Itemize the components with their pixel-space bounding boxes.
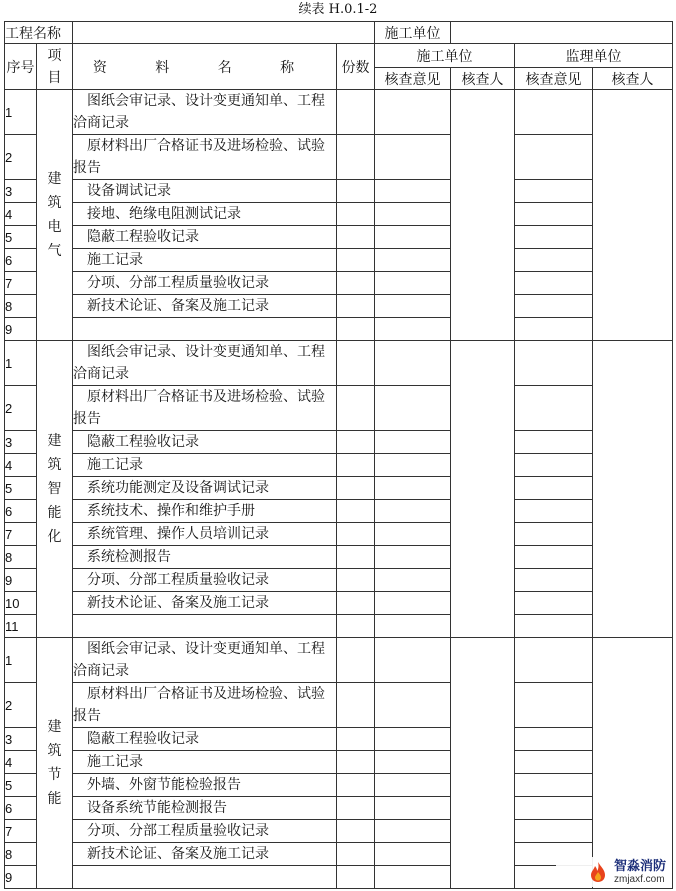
document-name — [73, 272, 337, 295]
table-row — [5, 203, 673, 226]
supervision-reviewer-cell[interactable] — [593, 90, 673, 341]
construction-opinion-cell[interactable] — [375, 135, 451, 180]
document-name — [73, 226, 337, 249]
construction-opinion-cell[interactable] — [375, 500, 451, 523]
supervision-opinion-cell[interactable] — [515, 272, 593, 295]
row-number: 7 — [5, 272, 37, 295]
copies-cell[interactable] — [337, 523, 375, 546]
table-row — [5, 500, 673, 523]
document-name — [73, 728, 337, 751]
table-row — [5, 683, 673, 728]
row-number: 8 — [5, 546, 37, 569]
table-row — [5, 180, 673, 203]
copies-cell[interactable] — [337, 272, 375, 295]
copies-cell[interactable] — [337, 318, 375, 341]
row-number: 6 — [5, 249, 37, 272]
col-header-item: 项 目 — [37, 44, 73, 90]
construction-opinion-cell[interactable] — [375, 431, 451, 454]
document-name-text: 原材料出厂合格证书及进场检验、试验报告 — [73, 389, 325, 427]
construction-opinion-cell[interactable] — [375, 477, 451, 500]
table-row — [5, 797, 673, 820]
document-name-text: 新技术论证、备案及施工记录 — [87, 846, 269, 862]
watermark-brand-name: 智淼消防 — [613, 858, 666, 874]
row-number: 5 — [5, 226, 37, 249]
copies-cell[interactable] — [337, 569, 375, 592]
supervision-opinion-cell[interactable] — [515, 90, 593, 135]
copies-cell[interactable] — [337, 203, 375, 226]
row-number: 5 — [5, 477, 37, 500]
supervision-opinion-cell[interactable] — [515, 638, 593, 683]
document-name-text: 施工记录 — [87, 457, 143, 473]
construction-opinion-cell[interactable] — [375, 866, 451, 889]
document-name — [73, 569, 337, 592]
document-name-text: 图纸会审记录、设计变更通知单、工程洽商记录 — [73, 641, 325, 679]
construction-opinion-cell[interactable] — [375, 226, 451, 249]
document-name-text: 系统技术、操作和维护手册 — [87, 503, 255, 519]
section-name — [37, 341, 73, 638]
copies-cell[interactable] — [337, 843, 375, 866]
table-row — [5, 820, 673, 843]
document-name — [73, 318, 337, 341]
document-name-text: 系统检测报告 — [87, 549, 171, 565]
document-name — [73, 386, 337, 431]
table-row — [5, 728, 673, 751]
copies-cell[interactable] — [337, 249, 375, 272]
document-name-text: 分项、分部工程质量验收记录 — [87, 275, 269, 291]
table-row — [5, 295, 673, 318]
document-name-text: 系统功能测定及设备调试记录 — [87, 480, 269, 496]
construction-opinion-cell[interactable] — [375, 683, 451, 728]
document-name — [73, 523, 337, 546]
document-name — [73, 592, 337, 615]
document-name-text: 新技术论证、备案及施工记录 — [87, 298, 269, 314]
col-header-supervision-reviewer: 核查人 — [593, 68, 673, 90]
copies-cell[interactable] — [337, 546, 375, 569]
document-name-text: 接地、绝缘电阻测试记录 — [87, 206, 241, 222]
construction-opinion-cell[interactable] — [375, 751, 451, 774]
supervision-reviewer-cell[interactable] — [593, 341, 673, 638]
supervision-opinion-cell[interactable] — [515, 774, 593, 797]
col-header-supervision-unit: 监理单位 — [515, 44, 673, 68]
col-header-construction-opinion: 核查意见 — [375, 68, 451, 90]
col-header-doc-name: 资 料 名 称 — [73, 44, 337, 90]
supervision-opinion-cell[interactable] — [515, 295, 593, 318]
row-number: 7 — [5, 523, 37, 546]
copies-cell[interactable] — [337, 866, 375, 889]
construction-opinion-cell[interactable] — [375, 843, 451, 866]
document-name-text: 分项、分部工程质量验收记录 — [87, 572, 269, 588]
construction-reviewer-cell[interactable] — [451, 90, 515, 341]
table-row — [5, 774, 673, 797]
document-name — [73, 866, 337, 889]
document-name — [73, 797, 337, 820]
inspection-record-table — [4, 21, 673, 889]
construction-opinion-cell[interactable] — [375, 797, 451, 820]
copies-cell[interactable] — [337, 797, 375, 820]
supervision-opinion-cell[interactable] — [515, 249, 593, 272]
row-number: 10 — [5, 592, 37, 615]
section-name — [37, 638, 73, 889]
column-header-row-1 — [5, 44, 673, 68]
supervision-opinion-cell[interactable] — [515, 615, 593, 638]
supervision-opinion-cell[interactable] — [515, 728, 593, 751]
construction-opinion-cell[interactable] — [375, 774, 451, 797]
project-name-label: 工程名称 — [5, 22, 73, 44]
row-number: 8 — [5, 843, 37, 866]
document-name-text: 系统管理、操作人员培训记录 — [87, 526, 269, 542]
row-number: 9 — [5, 569, 37, 592]
table-row — [5, 90, 673, 135]
construction-opinion-cell[interactable] — [375, 569, 451, 592]
table-row — [5, 341, 673, 386]
construction-opinion-cell[interactable] — [375, 638, 451, 683]
row-number: 4 — [5, 203, 37, 226]
supervision-opinion-cell[interactable] — [515, 820, 593, 843]
document-name — [73, 615, 337, 638]
copies-cell[interactable] — [337, 774, 375, 797]
row-number: 3 — [5, 180, 37, 203]
document-name-text: 新技术论证、备案及施工记录 — [87, 595, 269, 611]
table-row — [5, 638, 673, 683]
construction-opinion-cell[interactable] — [375, 341, 451, 386]
construction-opinion-cell[interactable] — [375, 180, 451, 203]
table-row — [5, 135, 673, 180]
section-name-text: 建 筑 智 能 化 — [47, 433, 62, 545]
copies-cell[interactable] — [337, 751, 375, 774]
copies-cell[interactable] — [337, 90, 375, 135]
row-number: 5 — [5, 774, 37, 797]
supervision-opinion-cell[interactable] — [515, 477, 593, 500]
construction-unit-value[interactable] — [451, 22, 673, 44]
copies-cell[interactable] — [337, 431, 375, 454]
table-row — [5, 615, 673, 638]
document-name-text: 外墙、外窗节能检验报告 — [87, 777, 241, 793]
col-header-copies: 份数 — [337, 44, 375, 90]
table-row — [5, 592, 673, 615]
document-name — [73, 546, 337, 569]
row-number: 8 — [5, 295, 37, 318]
col-header-supervision-opinion: 核查意见 — [515, 68, 593, 90]
row-number: 2 — [5, 135, 37, 180]
document-name-text: 设备系统节能检测报告 — [87, 800, 227, 816]
document-name-text: 分项、分部工程质量验收记录 — [87, 823, 269, 839]
table-row — [5, 249, 673, 272]
supervision-opinion-cell[interactable] — [515, 797, 593, 820]
table-row — [5, 477, 673, 500]
row-number: 4 — [5, 454, 37, 477]
construction-opinion-cell[interactable] — [375, 728, 451, 751]
copies-cell[interactable] — [337, 728, 375, 751]
header-row-project — [5, 22, 673, 44]
section-name-text: 建 筑 电 气 — [47, 171, 62, 259]
copies-cell[interactable] — [337, 295, 375, 318]
project-name-value[interactable] — [73, 22, 375, 44]
construction-unit-label: 施工单位 — [375, 22, 451, 44]
supervision-opinion-cell[interactable] — [515, 135, 593, 180]
table-row — [5, 272, 673, 295]
col-header-construction-reviewer: 核查人 — [451, 68, 515, 90]
document-name-text: 设备调试记录 — [87, 183, 171, 199]
table-row — [5, 751, 673, 774]
document-name-text: 图纸会审记录、设计变更通知单、工程洽商记录 — [73, 344, 325, 382]
copies-cell[interactable] — [337, 615, 375, 638]
row-number: 9 — [5, 318, 37, 341]
construction-opinion-cell[interactable] — [375, 272, 451, 295]
row-number: 1 — [5, 638, 37, 683]
document-name-text: 隐蔽工程验收记录 — [87, 229, 199, 245]
row-number: 6 — [5, 797, 37, 820]
document-name-text: 施工记录 — [87, 754, 143, 770]
document-name — [73, 454, 337, 477]
supervision-opinion-cell[interactable] — [515, 683, 593, 728]
document-name-text: 隐蔽工程验收记录 — [87, 731, 199, 747]
construction-opinion-cell[interactable] — [375, 295, 451, 318]
copies-cell[interactable] — [337, 341, 375, 386]
document-name-text: 原材料出厂合格证书及进场检验、试验报告 — [73, 686, 325, 724]
supervision-opinion-cell[interactable] — [515, 203, 593, 226]
document-name — [73, 683, 337, 728]
document-name — [73, 180, 337, 203]
document-name — [73, 477, 337, 500]
construction-opinion-cell[interactable] — [375, 386, 451, 431]
document-name — [73, 820, 337, 843]
copies-cell[interactable] — [337, 180, 375, 203]
row-number: 1 — [5, 341, 37, 386]
copies-cell[interactable] — [337, 638, 375, 683]
supervision-opinion-cell[interactable] — [515, 431, 593, 454]
supervision-opinion-cell[interactable] — [515, 318, 593, 341]
construction-reviewer-cell[interactable] — [451, 638, 515, 889]
supervision-opinion-cell[interactable] — [515, 500, 593, 523]
construction-opinion-cell[interactable] — [375, 615, 451, 638]
row-number: 11 — [5, 615, 37, 638]
copies-cell[interactable] — [337, 683, 375, 728]
row-number: 7 — [5, 820, 37, 843]
document-name — [73, 249, 337, 272]
supervision-opinion-cell[interactable] — [515, 454, 593, 477]
supervision-opinion-cell[interactable] — [515, 341, 593, 386]
supervision-opinion-cell[interactable] — [515, 546, 593, 569]
table-row — [5, 386, 673, 431]
copies-cell[interactable] — [337, 500, 375, 523]
document-name-text: 图纸会审记录、设计变更通知单、工程洽商记录 — [73, 93, 325, 131]
document-name — [73, 135, 337, 180]
document-name — [73, 203, 337, 226]
table-row — [5, 226, 673, 249]
table-row — [5, 431, 673, 454]
supervision-opinion-cell[interactable] — [515, 569, 593, 592]
supervision-opinion-cell[interactable] — [515, 751, 593, 774]
document-name — [73, 638, 337, 683]
construction-opinion-cell[interactable] — [375, 592, 451, 615]
supervision-opinion-cell[interactable] — [515, 386, 593, 431]
table-row — [5, 318, 673, 341]
supervision-reviewer-cell[interactable] — [593, 638, 673, 889]
section-name — [37, 90, 73, 341]
construction-opinion-cell[interactable] — [375, 90, 451, 135]
document-name — [73, 751, 337, 774]
table-row — [5, 546, 673, 569]
copies-cell[interactable] — [337, 592, 375, 615]
row-number: 3 — [5, 728, 37, 751]
document-name — [73, 431, 337, 454]
copies-cell[interactable] — [337, 477, 375, 500]
document-name-text: 原材料出厂合格证书及进场检验、试验报告 — [73, 138, 325, 176]
construction-opinion-cell[interactable] — [375, 249, 451, 272]
construction-reviewer-cell[interactable] — [451, 341, 515, 638]
row-number: 6 — [5, 500, 37, 523]
table-row — [5, 523, 673, 546]
table-row — [5, 569, 673, 592]
row-number: 2 — [5, 386, 37, 431]
supervision-opinion-cell[interactable] — [515, 592, 593, 615]
document-name-text: 隐蔽工程验收记录 — [87, 434, 199, 450]
construction-opinion-cell[interactable] — [375, 523, 451, 546]
document-name — [73, 774, 337, 797]
document-name — [73, 500, 337, 523]
site-watermark — [556, 857, 666, 887]
table-caption: 续表 H.0.1-2 — [298, 2, 378, 17]
row-number: 9 — [5, 866, 37, 889]
copies-cell[interactable] — [337, 135, 375, 180]
table-row — [5, 454, 673, 477]
row-number: 2 — [5, 683, 37, 728]
copies-cell[interactable] — [337, 820, 375, 843]
col-header-construction-unit: 施工单位 — [375, 44, 515, 68]
construction-opinion-cell[interactable] — [375, 318, 451, 341]
row-number: 3 — [5, 431, 37, 454]
construction-opinion-cell[interactable] — [375, 546, 451, 569]
copies-cell[interactable] — [337, 454, 375, 477]
flame-logo-icon — [586, 860, 610, 884]
supervision-opinion-cell[interactable] — [515, 226, 593, 249]
copies-cell[interactable] — [337, 386, 375, 431]
document-name — [73, 90, 337, 135]
copies-cell[interactable] — [337, 226, 375, 249]
document-name — [73, 341, 337, 386]
row-number: 1 — [5, 90, 37, 135]
document-name — [73, 843, 337, 866]
section-name-text: 建 筑 节 能 — [47, 719, 62, 807]
col-header-seq: 序号 — [5, 44, 37, 90]
row-number: 4 — [5, 751, 37, 774]
construction-opinion-cell[interactable] — [375, 203, 451, 226]
watermark-url: zmjaxf.com — [613, 873, 665, 885]
document-name-text: 施工记录 — [87, 252, 143, 268]
document-name — [73, 295, 337, 318]
construction-opinion-cell[interactable] — [375, 454, 451, 477]
supervision-opinion-cell[interactable] — [515, 180, 593, 203]
supervision-opinion-cell[interactable] — [515, 523, 593, 546]
construction-opinion-cell[interactable] — [375, 820, 451, 843]
